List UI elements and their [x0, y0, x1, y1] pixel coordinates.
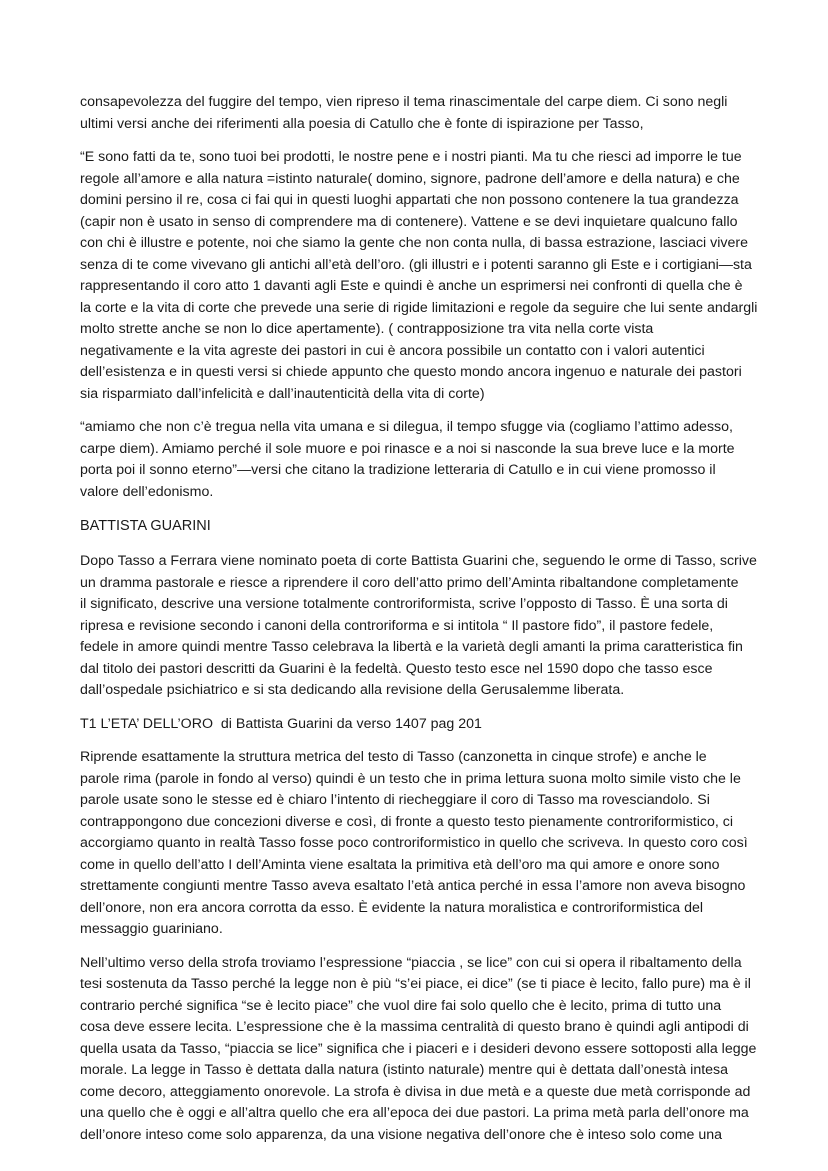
- paragraph-guarini-intro: Dopo Tasso a Ferrara viene nominato poeta di corte Battista Guarini che, seguendo le orme di Tasso, scrive un dramma pastorale e riesce a riprendere il coro dell’atto primo dell’Aminta ribaltandone completamente il significato, descrive una versione totalmente controriformista, scrive l’opposto di Tasso. È una sorta di ripresa e revisione secondo i canoni della controriforma e si intitola “ Il pastore fido”, il pastore fedele, fedele in amore quindi mentre Tasso celebrava la libertà e la varietà degli amanti la prima caratteristica fin dal titolo dei pastori descritti da Guarini è la fedeltà. Questo testo esce nel 1590 dopo che tasso esce dall’ospedale psichiatrico e si sta dedicando alla revisione della Gerusalemme liberata.: [80, 553, 757, 698]
- section-heading: BATTISTA GUARINI: [80, 518, 211, 534]
- paragraph-quote-amore: “E sono fatti da te, sono tuoi bei prodotti, le nostre pene e i nostri pianti. Ma tu che riesci ad imporre le tue regole all’amore e alla natura =istinto naturale( domino, signore, padrone dell’amore e della natura) e che domini persino il re, cosa ci fai qui in questi luoghi appartati che non possono contenere la tua grandezza (capir non è usato in senso di comprendere ma di contenere). Vattene e se devi inquietare qualcuno fallo con chi è illustre e potente, noi che siamo la gente che non conta nulla, di bassa estrazione, lasciaci vivere senza di te come vivevano gli antichi all’età dell’oro. (gli illustri e i potenti saranno gli Este e i cortigiani—sta rappresentando il coro atto 1 davanti agli Este e quindi è anche un esprimersi nei confronti di quella che è la corte e la vita di corte che prevede una serie di rigide limitazioni e regole da seguire che lui sente andargli molto strette anche se non lo dice apertamente). ( contrapposizione tra vita nella corte vista negativamente e la vita agreste dei pastori in cui è ancora possibile un contatto con i valori autentici dell’esistenza e in questi versi si chiede appunto che questo mondo ancora ingenuo e naturale dei pastori sia risparmiato dall’infelicità e dall’inautenticità della vita di corte): [80, 149, 758, 402]
- section-subheading: T1 L’ETA’ DELL’ORO di Battista Guarini da verso 1407 pag 201: [80, 715, 482, 732]
- paragraph-piaccia-se-lice: Nell’ultimo verso della strofa troviamo l’espressione “piaccia , se lice” con cui si opera il ribaltamento della tesi sostenuta da Tasso perché la legge non è più “s’ei piace, ei dice” (se ti piace è lecito, fallo pure) ma è il contrario perché significa “se è lecito piace” che vuol dire fai solo quello che è lecito, prima di tutto una cosa deve essere lecita. L’espressione che è la massima centralità di questo brano è quindi agli antipodi di quella usata da Tasso, “piaccia se lice” significa che i piaceri e i desideri devono essere sottoposti alla legge morale. La legge in Tasso è dettata dalla natura (istinto naturale) mentre qui è dettata dall’onestà intesa come decoro, atteggiamento onorevole. La strofa è divisa in due metà e a queste due metà corrisponde ad una quello che è oggi e all’altra quello che era all’epoca dei due pastori. La prima metà parla dell’onore ma dell’onore inteso come solo apparenza, da una visione negativa dell’onore che è inteso solo come una: [80, 954, 757, 1143]
- paragraph-carpe-diem-intro: consapevolezza del fuggire del tempo, vien ripreso il tema rinascimentale del carpe diem. Ci sono negli ultimi versi anche dei riferimenti alla poesia di Catullo che è fonte di ispirazione per Tasso,: [80, 94, 728, 132]
- document-page: [80, 92, 760, 1158]
- paragraph-quote-amiamo: “amiamo che non c’è tregua nella vita umana e si dilegua, il tempo sfugge via (cogliamo l’attimo adesso, carpe diem). Amiamo perché il sole muore e poi rinasce e a noi si nasconde la sua breve luce e la morte porta poi il sonno eterno”—versi che citano la tradizione letteraria di Catullo e in cui viene promosso il valore dell’edonismo.: [80, 419, 735, 500]
- paragraph-metrica: Riprende esattamente la struttura metrica del testo di Tasso (canzonetta in cinque strofe) e anche le parole rima (parole in fondo al verso) quindi è un testo che in prima lettura suona molto simile visto che le parole usate sono le stesse ed è chiaro l’intento di riecheggiare il coro di Tasso ma rovesciandolo. Si contrappongono due concezioni diverse e così, di fronte a questo testo pienamente controriformistico, ci accorgiamo quanto in realtà Tasso fosse poco controriformistico in quello che scriveva. In questo coro così come in quello dell’atto I dell’Aminta viene esaltata la primitiva età dell’oro ma qui amore e onore sono strettamente congiunti mentre Tasso aveva esaltato l’età antica perché in essa l’amore non aveva bisogno dell’onore, non era ancora corrotta da esso. È evidente la natura moralistica e controriformistica del messaggio guariniano.: [80, 749, 748, 937]
